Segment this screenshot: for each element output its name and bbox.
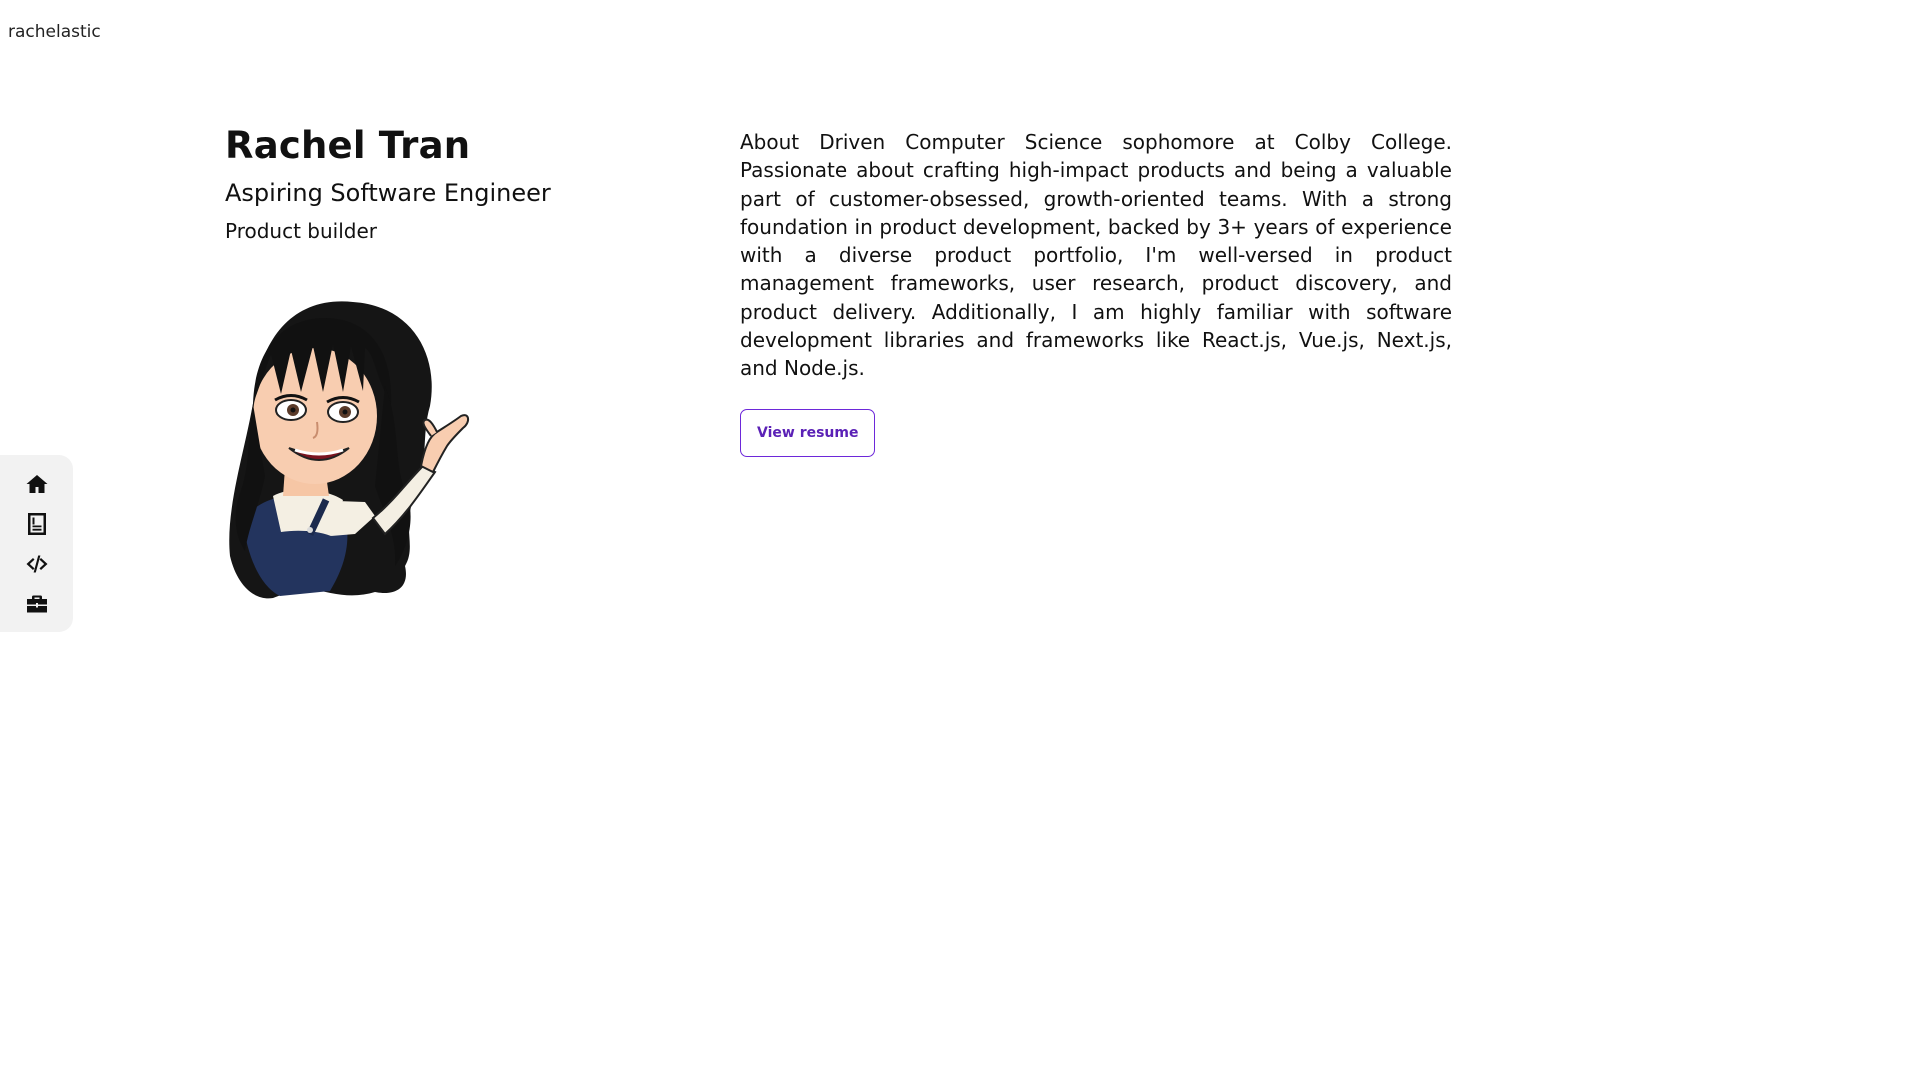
home-icon — [25, 472, 49, 496]
avatar-illustration — [225, 296, 491, 602]
about-text: About Driven Computer Science sophomore at Colby College. Passionate about crafting high-impact products and being a valuable part of customer-obsessed, growth-oriented teams. With a strong foundation in product development, backed by 3+ years of experience with a diverse product portfolio, I'm well-versed in product management frameworks, user research, product discovery, and product delivery. Additionally, I am highly familiar with software development libraries and frameworks like React.js, Vue.js, Next.js, and Node.js. — [740, 130, 1452, 381]
nav-home-button[interactable] — [23, 471, 51, 497]
code-icon — [25, 552, 49, 576]
side-nav — [0, 455, 73, 632]
nav-resume-button[interactable] — [23, 511, 51, 537]
view-resume-button[interactable]: View resume — [740, 409, 875, 457]
document-icon — [25, 512, 49, 536]
brand-link[interactable]: rachelastic — [8, 22, 101, 42]
profile-tagline: Product builder — [225, 219, 378, 243]
nav-projects-button[interactable] — [23, 551, 51, 577]
briefcase-icon — [25, 592, 49, 616]
about-section — [740, 128, 1452, 457]
profile-role: Aspiring Software Engineer — [225, 179, 551, 207]
profile-name: Rachel Tran — [225, 124, 471, 167]
nav-experience-button[interactable] — [23, 591, 51, 617]
profile-intro — [225, 124, 685, 243]
